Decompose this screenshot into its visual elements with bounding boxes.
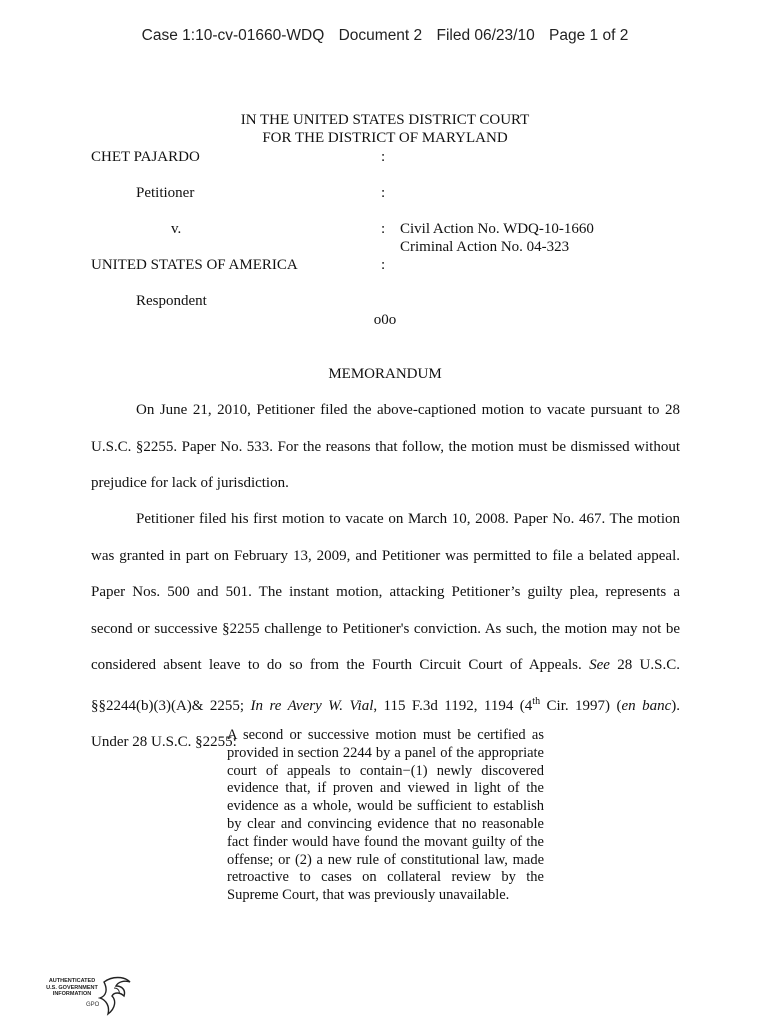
criminal-action-number: Criminal Action No. 04-323: [400, 239, 570, 255]
respondent-role: Respondent: [136, 293, 207, 309]
petitioner-name: CHET PAJARDO: [91, 149, 200, 165]
case-number: Case 1:10-cv-01660-WDQ: [141, 27, 325, 44]
caption-colon: :: [381, 221, 386, 237]
document-number: Document 2: [338, 27, 423, 44]
respondent-name: UNITED STATES OF AMERICA: [91, 257, 298, 273]
case-citation: In re Avery W. Vial: [250, 697, 374, 714]
seal-text: AUTHENTICATED U.S. GOVERNMENT INFORMATION: [46, 978, 98, 997]
page-header: [0, 27, 770, 45]
page-number: Page 1 of 2: [549, 27, 629, 44]
ordinal-suffix: th: [532, 695, 541, 707]
filed-date: Filed 06/23/10: [436, 27, 535, 44]
court-name-line2: FOR THE DISTRICT OF MARYLAND: [262, 130, 508, 146]
versus: v.: [171, 221, 182, 237]
caption-separator: o0o: [373, 312, 397, 328]
gpo-authentication-seal: [44, 974, 134, 1018]
caption-colon: :: [381, 257, 386, 273]
en-banc: en banc: [621, 697, 672, 714]
seal-gpo: GPO: [86, 1002, 100, 1008]
eagle-icon: [98, 974, 134, 1018]
court-name-line1: IN THE UNITED STATES DISTRICT COURT: [240, 112, 530, 128]
paragraph-2-text-d: Cir. 1997) (: [540, 697, 622, 714]
paragraph-2: [91, 501, 680, 761]
memorandum-title: MEMORANDUM: [328, 366, 442, 382]
civil-action-number: Civil Action No. WDQ-10-1660: [400, 221, 594, 237]
signal-see: See: [589, 657, 610, 673]
paragraph-2-text-a: Petitioner filed his first motion to vacate on March 10, 2008. Paper No. 467. The motion was granted in part on February 13, 2009, and Petitioner was permitted to file a belated appeal. Paper Nos. 500 and 501. The instant motion, attacking Petitioner’s guilty plea, represents a second or successive §2255 challenge to Petitioner's conviction. As such, the motion may not be considered absent leave to do so from the Fourth Circuit Court of Appeals.: [91, 511, 680, 673]
paragraph-2-text-b: 28 U.S.C. §§2244(b)(3)(A)& 2255;: [91, 657, 680, 714]
paragraph-1: On June 21, 2010, Petitioner filed the above-captioned motion to vacate pursuant to 28 U.S.C. §2255. Paper No. 533. For the reasons that follow, the motion must be dismissed without prejudice for lack of jurisdiction.: [91, 402, 680, 491]
paragraph-2-text-c: , 115 F.3d 1192, 1194 (4: [373, 697, 533, 714]
caption-colon: :: [381, 185, 386, 201]
block-quote: A second or successive motion must be certified as provided in section 2244 by a panel of the appropriate court of appeals to contain−(1) newly discovered evidence that, if proven and viewed in light of the evidence as a whole, would be sufficient to establish by clear and convincing evidence that no reasonable fact finder would have found the movant guilty of the offense; or (2) a new rule of constitutional law, made retroactive to cases on collateral review by the Supreme Court, that was previously unavailable.: [227, 727, 544, 904]
caption-colon: :: [381, 149, 386, 165]
petitioner-role: Petitioner: [136, 185, 195, 201]
paragraph-2-text-e: ). Under 28 U.S.C. §2255:: [91, 697, 680, 750]
